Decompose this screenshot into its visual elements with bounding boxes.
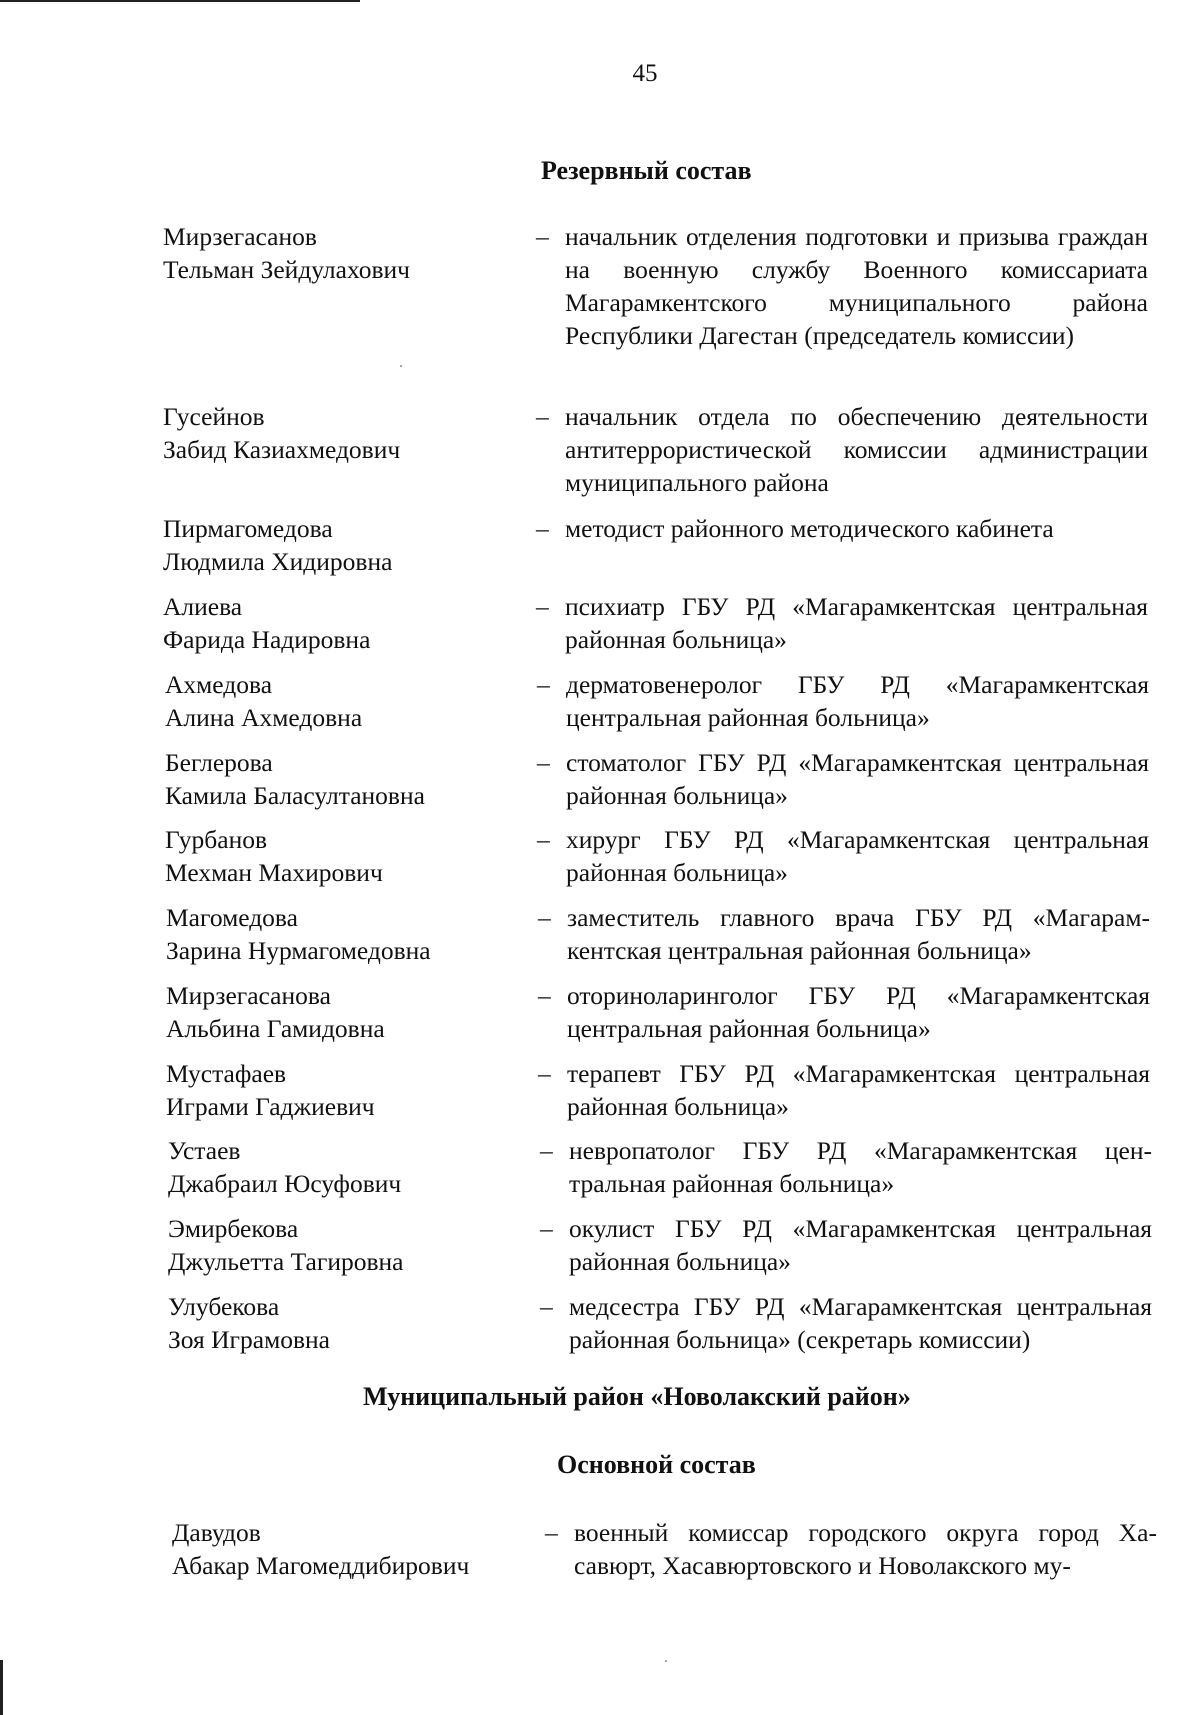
member-name [163,220,410,286]
member-name [172,1516,469,1582]
member-given-names: Джабраил Юсуфович [168,1169,402,1198]
member-role: медсестра ГБУ РД «Магарамкентская центральная районная больница» (секретарь комиссии) [569,1292,1152,1354]
dash-separator: – [538,981,551,1010]
scan-edge-top [0,0,360,2]
member-name [168,1290,330,1356]
member-name [166,1057,375,1123]
dash-separator: – [538,903,551,932]
scan-speck [665,1660,667,1662]
member-role: невропатолог ГБУ РД «Магарамкентская центральная районная больница» [569,1136,1152,1198]
member-role: оториноларинголог ГБУ РД «Магарамкентская центральная районная больница» [567,981,1150,1043]
main-section-heading: Основной состав [557,1450,756,1479]
member-role: начальник отдела по обеспечению деятельности антитеррористической комиссии администрации муниципального района [565,402,1148,497]
dash-separator: – [537,748,550,777]
dash-separator: – [540,1292,553,1321]
member-surname: Гурбанов [165,825,267,854]
dash-separator: – [538,1059,551,1088]
member-given-names: Абакар Магомеддибирович [172,1551,470,1580]
member-role: дерматовенеролог ГБУ РД «Магарамкентская центральная районная больница» [566,670,1149,732]
member-surname: Мустафаев [166,1059,287,1088]
member-surname: Устаев [168,1136,241,1165]
member-given-names: Забид Казиахмедович [163,435,401,464]
member-name [163,512,392,578]
member-given-names: Зоя Играмовна [168,1325,330,1354]
member-name [163,590,370,656]
member-surname: Давудов [172,1518,261,1547]
member-name [163,400,400,466]
member-name [166,979,385,1045]
member-given-names: Алина Ахмедовна [165,703,363,732]
member-name [165,823,383,889]
district-heading: Муниципальный район «Новолакский район» [363,1382,911,1411]
dash-separator: – [545,1518,558,1547]
member-given-names: Мехман Махирович [165,858,383,887]
dash-separator: – [540,1214,553,1243]
member-name [165,668,362,734]
member-role: военный комиссар городского округа город Хасавюрт, Хасавюртовского и Новолакского му- [574,1518,1157,1580]
member-surname: Алиева [163,592,243,621]
member-surname: Гусейнов [163,402,265,431]
member-role: психиатр ГБУ РД «Магарамкентская центральная районная больница» [565,592,1148,654]
member-surname: Магомедова [166,903,298,932]
dash-separator: – [536,514,549,543]
member-given-names: Зарина Нурмагомедовна [166,936,431,965]
member-role: стоматолог ГБУ РД «Магарамкентская центральная районная больница» [566,748,1149,810]
member-surname: Пирмагомедова [163,514,333,543]
member-surname: Эмирбекова [168,1214,299,1243]
member-surname: Ахмедова [165,670,273,699]
dash-separator: – [540,1136,553,1165]
member-surname: Беглерова [165,748,273,777]
member-given-names: Играми Гаджиевич [166,1092,375,1121]
scan-speck [400,365,402,367]
member-surname: Мирзегасанов [163,222,317,251]
scan-edge-left [0,1660,3,1715]
member-given-names: Альбина Гамидовна [166,1014,385,1043]
member-role: окулист ГБУ РД «Магарамкентская центральная районная больница» [569,1214,1152,1276]
member-role: заместитель главного врача ГБУ РД «Магарамкентская центральная районная больница» [567,903,1150,965]
member-given-names: Тельман Зейдулахович [163,255,411,284]
member-name [166,901,431,967]
dash-separator: – [537,825,550,854]
member-surname: Улубекова [168,1292,280,1321]
dash-separator: – [536,402,549,431]
member-name [165,746,425,812]
member-role: начальник отделения подготовки и призыва граждан на военную службу Военного комиссариата Магарамкентского муниципального района Республики Дагестан (председатель комиссии) [565,222,1148,350]
member-given-names: Джульетта Тагировна [168,1247,404,1276]
dash-separator: – [536,592,549,621]
dash-separator: – [536,222,549,251]
member-role: методист районного методического кабинета [565,514,1054,543]
reserve-section-heading: Резервный состав [541,156,752,185]
member-given-names: Людмила Хидировна [163,547,393,576]
member-role: терапевт ГБУ РД «Магарамкентская центральная районная больница» [567,1059,1150,1121]
dash-separator: – [537,670,550,699]
member-given-names: Камила Баласултановна [165,781,425,810]
member-given-names: Фарида Надировна [163,625,371,654]
member-role: хирург ГБУ РД «Магарамкентская центральная районная больница» [566,825,1149,887]
member-surname: Мирзегасанова [166,981,331,1010]
member-name [168,1134,401,1200]
page-number: 45 [632,60,658,87]
member-name [168,1212,403,1278]
